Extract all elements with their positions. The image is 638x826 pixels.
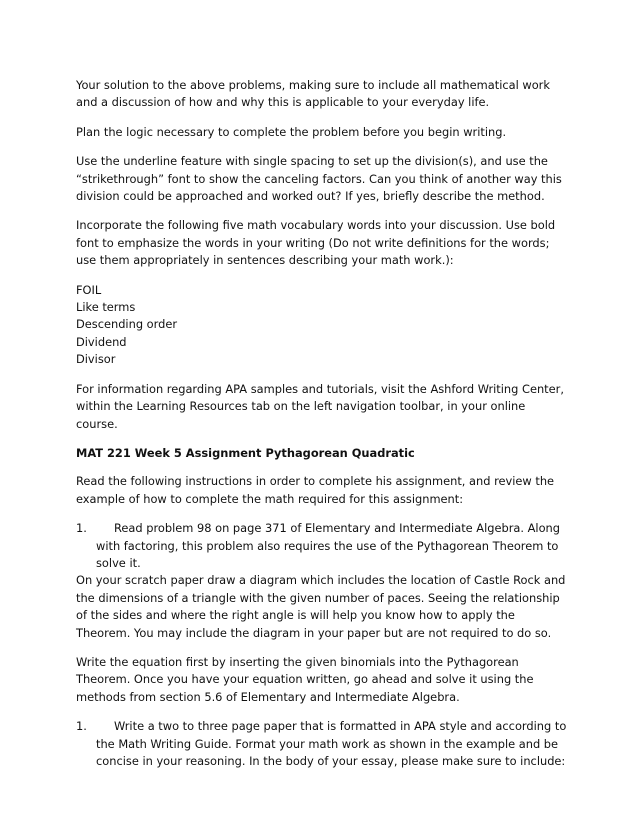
instruction-paragraph-solution: Your solution to the above problems, making sure to include all mathematical work and a discussion of how and why this is applicable to your everyday life. — [76, 78, 550, 110]
equation-instruction-paragraph: Write the equation first by inserting the given binomials into the Pythagorean Theorem. Once you have your equation written, go ahead and solve it using the methods from section 5.6 of Elementary and Intermediate Algebra. — [76, 654, 534, 704]
numbered-item-read-problem — [76, 520, 568, 572]
numbered-item-write-paper — [76, 718, 568, 770]
vocabulary-list — [76, 282, 568, 369]
vocabulary-word-divisor: Divisor — [76, 352, 116, 367]
instruction-paragraph-vocabulary: Incorporate the following five math vocabulary words into your discussion. Use bold font to emphasize the words in your writing (Do not write definitions for the words; use them appropriately in sentences describing your math work.): — [76, 218, 556, 268]
diagram-instruction-paragraph: On your scratch paper draw a diagram which includes the location of Castle Rock and the dimensions of a triangle with the given number of paces. Seeing the relationship of the sides and where the right angle is will help you know how to apply the Theorem. You may include the diagram in your paper but are not required to do so. — [76, 573, 566, 640]
vocabulary-word-like-terms: Like terms — [76, 300, 136, 315]
vocabulary-word-descending-order: Descending order — [76, 317, 178, 332]
vocabulary-word-foil: FOIL — [76, 282, 102, 297]
instruction-paragraph-apa: For information regarding APA samples and tutorials, visit the Ashford Writing Center, within the Learning Resources tab on the left navigation toolbar, in your online course. — [76, 381, 564, 431]
list-number: 1. — [76, 521, 87, 536]
section-heading: MAT 221 Week 5 Assignment Pythagorean Quadratic — [76, 445, 415, 460]
list-item-text: Write a two to three page paper that is formatted in APA style and according to the Math Writing Guide. Format your math work as shown in the example and be concise in your reasoning. In the body of your essay, please make sure to include: — [96, 719, 567, 768]
list-number: 1. — [76, 719, 87, 734]
instruction-paragraph-division: Use the underline feature with single spacing to set up the division(s), and use the “strikethrough” font to show the canceling factors. Can you think of another way this division could be approached and worked out? If yes, briefly describe the method. — [76, 154, 562, 204]
list-item-text: Read problem 98 on page 371 of Elementary and Intermediate Algebra. Along with factoring, this problem also requires the use of the Pythagorean Theorem to solve it. — [96, 521, 560, 570]
vocabulary-word-dividend: Dividend — [76, 334, 127, 349]
instruction-paragraph-plan: Plan the logic necessary to complete the problem before you begin writing. — [76, 124, 507, 139]
section-intro: Read the following instructions in order to complete his assignment, and review the example of how to complete the math required for this assignment: — [76, 474, 555, 506]
